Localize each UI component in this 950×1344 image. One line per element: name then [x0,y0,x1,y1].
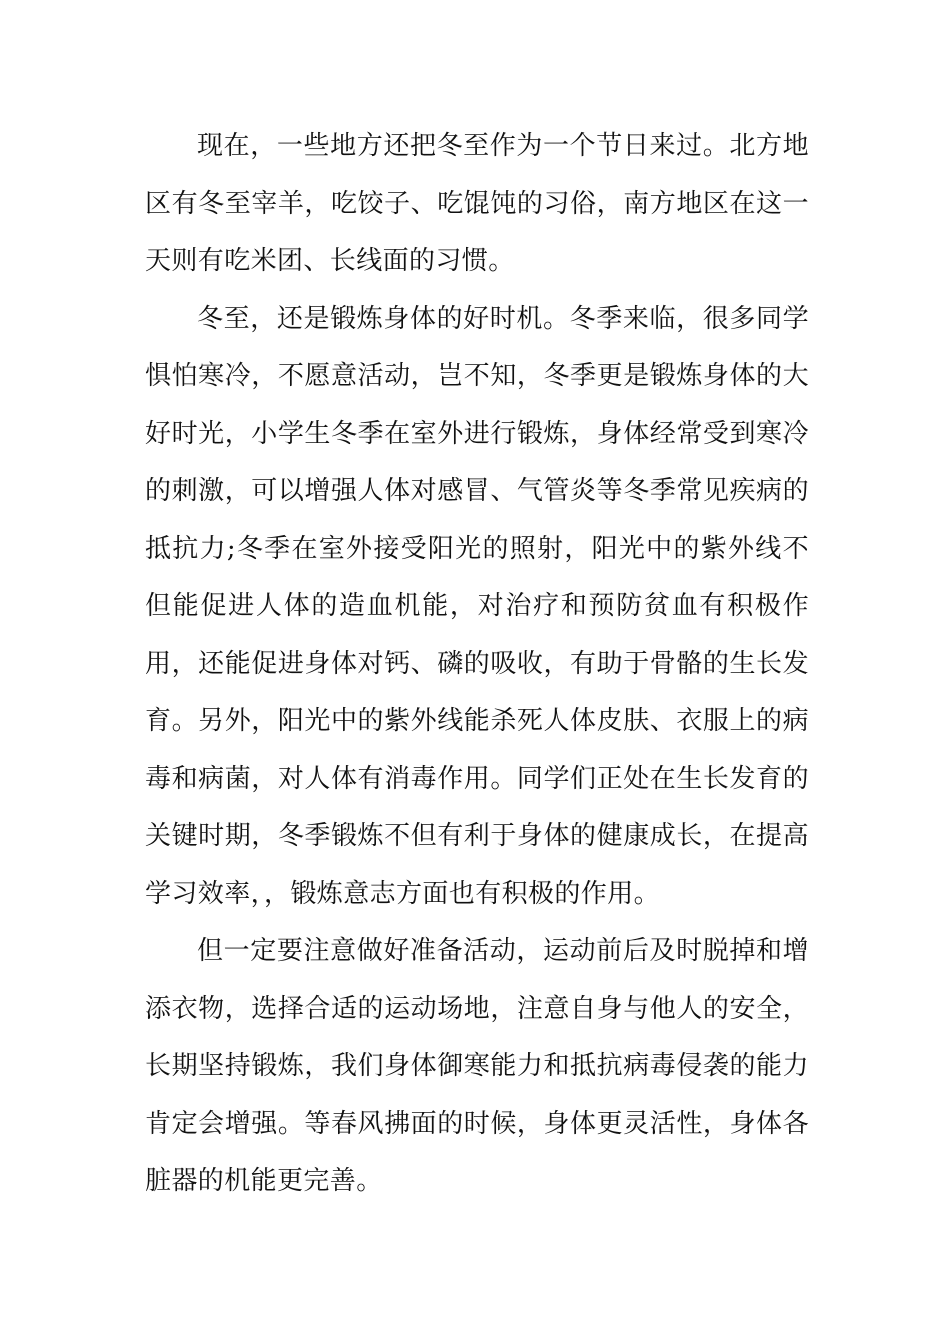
paragraph-2: 冬至，还是锻炼身体的好时机。冬季来临，很多同学惧怕寒冷，不愿意活动，岂不知，冬季更是锻炼身体的大好时光，小学生冬季在室外进行锻炼，身体经常受到寒冷的刺激，可以增强人体对感冒、气管炎等冬季常见疾病的抵抗力;冬季在室外接受阳光的照射，阳光中的紫外线不但能促进人体的造血机能，对治疗和预防贫血有积极作用，还能促进身体对钙、磷的吸收，有助于骨骼的生长发育。另外，阳光中的紫外线能杀死人体皮肤、衣服上的病毒和病菌，对人体有消毒作用。同学们正处在生长发育的关键时期，冬季锻炼不但有利于身体的健康成长，在提高学习效率，，锻炼意志方面也有积极的作用。 [145,303,809,909]
document-body [145,118,809,1211]
paragraph-3: 但一定要注意做好准备活动，运动前后及时脱掉和增添衣物，选择合适的运动场地，注意自身与他人的安全，长期坚持锻炼，我们身体御寒能力和抵抗病毒侵袭的能力肯定会增强。等春风拂面的时候，身体更灵活性，身体各脏器的机能更完善。 [145,936,809,1196]
paragraph-1: 现在，一些地方还把冬至作为一个节日来过。北方地区有冬至宰羊，吃饺子、吃馄饨的习俗，南方地区在这一天则有吃米团、长线面的习惯。 [145,131,809,276]
